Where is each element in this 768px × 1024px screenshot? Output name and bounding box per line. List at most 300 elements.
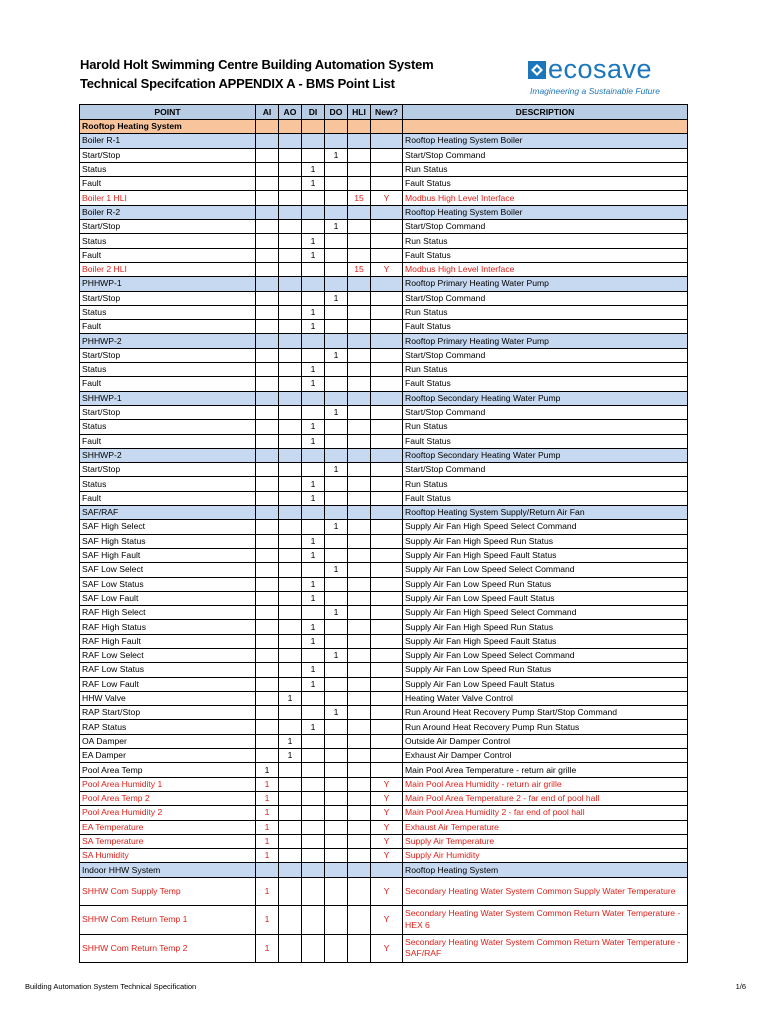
di-cell: 1	[302, 320, 325, 334]
table-row	[80, 706, 688, 720]
hli-cell	[348, 277, 371, 291]
point-cell: SAF/RAF	[80, 506, 256, 520]
hli-cell	[348, 220, 371, 234]
ao-cell	[279, 448, 302, 462]
di-cell	[302, 763, 325, 777]
di-cell: 1	[302, 363, 325, 377]
di-cell	[302, 777, 325, 791]
description-cell: Secondary Heating Water System Common Supply Water Temperature	[403, 877, 688, 906]
ao-cell	[279, 806, 302, 820]
hli-cell	[348, 706, 371, 720]
hli-cell	[348, 749, 371, 763]
point-cell: Pool Area Humidity 1	[80, 777, 256, 791]
do-cell	[325, 534, 348, 548]
point-cell: EA Damper	[80, 749, 256, 763]
new-cell	[371, 548, 403, 562]
point-cell: Start/Stop	[80, 220, 256, 234]
ao-cell	[279, 220, 302, 234]
ai-cell	[256, 191, 279, 205]
ai-cell	[256, 749, 279, 763]
description-cell: Start/Stop Command	[403, 348, 688, 362]
ai-cell: 1	[256, 791, 279, 805]
table-row	[80, 320, 688, 334]
hli-cell	[348, 463, 371, 477]
ao-cell	[279, 820, 302, 834]
do-cell	[325, 234, 348, 248]
hli-cell	[348, 420, 371, 434]
table-row	[80, 363, 688, 377]
hli-cell	[348, 663, 371, 677]
new-cell	[371, 620, 403, 634]
ao-cell: 1	[279, 734, 302, 748]
new-cell	[371, 477, 403, 491]
hli-cell	[348, 620, 371, 634]
new-cell	[371, 648, 403, 662]
point-cell: Boiler R-1	[80, 134, 256, 148]
table-row	[80, 534, 688, 548]
ao-cell	[279, 706, 302, 720]
ai-cell	[256, 691, 279, 705]
do-cell	[325, 791, 348, 805]
ai-cell	[256, 648, 279, 662]
point-cell: SHHW Com Return Temp 2	[80, 934, 256, 963]
table-row	[80, 391, 688, 405]
column-header-ai: AI	[256, 105, 279, 120]
do-cell: 1	[325, 291, 348, 305]
table-row	[80, 305, 688, 319]
new-cell: Y	[371, 262, 403, 276]
point-cell: Fault	[80, 248, 256, 262]
hli-cell	[348, 677, 371, 691]
do-cell	[325, 663, 348, 677]
hli-cell: 15	[348, 191, 371, 205]
description-cell: Main Pool Area Humidity - return air grille	[403, 777, 688, 791]
hli-cell	[348, 734, 371, 748]
do-cell	[325, 577, 348, 591]
table-row	[80, 463, 688, 477]
do-cell	[325, 191, 348, 205]
point-cell: SAF Low Status	[80, 577, 256, 591]
ao-cell	[279, 405, 302, 419]
do-cell	[325, 634, 348, 648]
di-cell	[302, 134, 325, 148]
description-cell: Main Pool Area Temperature 2 - far end of pool hall	[403, 791, 688, 805]
ai-cell	[256, 620, 279, 634]
do-cell: 1	[325, 405, 348, 419]
table-row	[80, 348, 688, 362]
table-row	[80, 806, 688, 820]
ao-cell	[279, 477, 302, 491]
do-cell	[325, 720, 348, 734]
hli-cell	[348, 148, 371, 162]
ao-cell	[279, 834, 302, 848]
point-cell: RAF High Status	[80, 620, 256, 634]
di-cell	[302, 791, 325, 805]
hli-cell	[348, 120, 371, 134]
description-cell: Rooftop Primary Heating Water Pump	[403, 277, 688, 291]
hli-cell: 15	[348, 262, 371, 276]
ai-cell	[256, 334, 279, 348]
ao-cell	[279, 420, 302, 434]
new-cell	[371, 305, 403, 319]
description-cell: Secondary Heating Water System Common Return Water Temperature - HEX 6	[403, 906, 688, 935]
di-cell: 1	[302, 434, 325, 448]
ai-cell	[256, 491, 279, 505]
hli-cell	[348, 877, 371, 906]
document-title: Harold Holt Swimming Centre Building Automation System	[80, 57, 434, 72]
di-cell	[302, 220, 325, 234]
description-cell: Start/Stop Command	[403, 291, 688, 305]
description-cell: Supply Air Fan Low Speed Run Status	[403, 577, 688, 591]
di-cell: 1	[302, 634, 325, 648]
ai-cell	[256, 506, 279, 520]
new-cell	[371, 291, 403, 305]
table-row	[80, 820, 688, 834]
point-cell: PHHWP-2	[80, 334, 256, 348]
table-row	[80, 906, 688, 935]
di-cell: 1	[302, 377, 325, 391]
point-cell: RAP Start/Stop	[80, 706, 256, 720]
table-row	[80, 248, 688, 262]
description-cell: Fault Status	[403, 320, 688, 334]
ao-cell	[279, 234, 302, 248]
do-cell	[325, 177, 348, 191]
ao-cell	[279, 191, 302, 205]
table-row	[80, 863, 688, 877]
point-cell: Pool Area Temp	[80, 763, 256, 777]
di-cell	[302, 849, 325, 863]
hli-cell	[348, 834, 371, 848]
ao-cell	[279, 377, 302, 391]
di-cell: 1	[302, 591, 325, 605]
do-cell	[325, 834, 348, 848]
point-cell: Fault	[80, 377, 256, 391]
di-cell	[302, 120, 325, 134]
hli-cell	[348, 763, 371, 777]
hli-cell	[348, 405, 371, 419]
ao-cell	[279, 205, 302, 219]
new-cell	[371, 405, 403, 419]
table-row	[80, 134, 688, 148]
new-cell	[371, 248, 403, 262]
do-cell	[325, 363, 348, 377]
table-row	[80, 634, 688, 648]
ai-cell	[256, 405, 279, 419]
point-cell: Boiler R-2	[80, 205, 256, 219]
table-row	[80, 162, 688, 176]
description-cell: Rooftop Secondary Heating Water Pump	[403, 448, 688, 462]
di-cell: 1	[302, 162, 325, 176]
do-cell	[325, 863, 348, 877]
ai-cell	[256, 348, 279, 362]
ai-cell	[256, 120, 279, 134]
new-cell	[371, 234, 403, 248]
ao-cell	[279, 148, 302, 162]
page-number: 1/6	[735, 982, 746, 991]
table-row	[80, 934, 688, 963]
ai-cell	[256, 391, 279, 405]
description-cell: Supply Air Fan Low Speed Run Status	[403, 663, 688, 677]
table-row	[80, 677, 688, 691]
new-cell	[371, 734, 403, 748]
description-cell: Supply Air Fan High Speed Run Status	[403, 620, 688, 634]
new-cell	[371, 720, 403, 734]
ao-cell	[279, 634, 302, 648]
ao-cell	[279, 877, 302, 906]
description-cell: Run Status	[403, 477, 688, 491]
new-cell: Y	[371, 806, 403, 820]
ai-cell	[256, 677, 279, 691]
ai-cell	[256, 520, 279, 534]
hli-cell	[348, 134, 371, 148]
new-cell	[371, 148, 403, 162]
do-cell	[325, 877, 348, 906]
table-row	[80, 548, 688, 562]
description-cell: Supply Air Temperature	[403, 834, 688, 848]
ai-cell: 1	[256, 820, 279, 834]
new-cell	[371, 691, 403, 705]
point-cell: HHW Valve	[80, 691, 256, 705]
description-cell: Rooftop Heating System Boiler	[403, 205, 688, 219]
new-cell	[371, 634, 403, 648]
description-cell: Supply Air Fan High Speed Fault Status	[403, 634, 688, 648]
do-cell	[325, 849, 348, 863]
do-cell: 1	[325, 520, 348, 534]
ao-cell	[279, 663, 302, 677]
ai-cell	[256, 434, 279, 448]
description-cell: Secondary Heating Water System Common Return Water Temperature - SAF/RAF	[403, 934, 688, 963]
hli-cell	[348, 548, 371, 562]
new-cell	[371, 134, 403, 148]
ai-cell	[256, 591, 279, 605]
new-cell	[371, 591, 403, 605]
hli-cell	[348, 863, 371, 877]
ai-cell: 1	[256, 834, 279, 848]
ai-cell	[256, 234, 279, 248]
ai-cell	[256, 448, 279, 462]
description-cell: Main Pool Area Humidity 2 - far end of pool hall	[403, 806, 688, 820]
new-cell: Y	[371, 849, 403, 863]
point-cell: Start/Stop	[80, 148, 256, 162]
do-cell	[325, 763, 348, 777]
hli-cell	[348, 691, 371, 705]
ai-cell: 1	[256, 906, 279, 935]
table-row	[80, 720, 688, 734]
table-row	[80, 520, 688, 534]
do-cell	[325, 691, 348, 705]
di-cell	[302, 563, 325, 577]
do-cell	[325, 477, 348, 491]
point-cell: SHHW Com Supply Temp	[80, 877, 256, 906]
point-cell: RAF Low Status	[80, 663, 256, 677]
hli-cell	[348, 634, 371, 648]
new-cell	[371, 420, 403, 434]
point-cell: SHHWP-2	[80, 448, 256, 462]
new-cell: Y	[371, 834, 403, 848]
hli-cell	[348, 534, 371, 548]
table-row	[80, 620, 688, 634]
table-row	[80, 763, 688, 777]
ecosave-leaf-icon	[528, 61, 546, 79]
table-row	[80, 648, 688, 662]
new-cell	[371, 162, 403, 176]
ai-cell	[256, 634, 279, 648]
new-cell	[371, 749, 403, 763]
hli-cell	[348, 363, 371, 377]
hli-cell	[348, 591, 371, 605]
description-cell: Fault Status	[403, 434, 688, 448]
new-cell	[371, 220, 403, 234]
table-row	[80, 205, 688, 219]
table-row	[80, 506, 688, 520]
do-cell	[325, 205, 348, 219]
column-header-point: POINT	[80, 105, 256, 120]
hli-cell	[348, 434, 371, 448]
di-cell: 1	[302, 677, 325, 691]
do-cell: 1	[325, 706, 348, 720]
description-cell: Fault Status	[403, 177, 688, 191]
point-cell: SA Temperature	[80, 834, 256, 848]
new-cell	[371, 448, 403, 462]
new-cell	[371, 120, 403, 134]
hli-cell	[348, 849, 371, 863]
point-cell: RAF Low Fault	[80, 677, 256, 691]
hli-cell	[348, 820, 371, 834]
do-cell	[325, 677, 348, 691]
table-row	[80, 577, 688, 591]
hli-cell	[348, 491, 371, 505]
do-cell	[325, 134, 348, 148]
ai-cell	[256, 534, 279, 548]
hli-cell	[348, 777, 371, 791]
ao-cell	[279, 606, 302, 620]
do-cell	[325, 934, 348, 963]
description-cell: Run Status	[403, 420, 688, 434]
point-cell: Fault	[80, 491, 256, 505]
point-cell: Start/Stop	[80, 463, 256, 477]
point-cell: Rooftop Heating System	[80, 120, 256, 134]
ao-cell	[279, 162, 302, 176]
point-cell: Fault	[80, 320, 256, 334]
di-cell: 1	[302, 620, 325, 634]
description-cell: Run Around Heat Recovery Pump Run Status	[403, 720, 688, 734]
ao-cell	[279, 863, 302, 877]
point-cell: Fault	[80, 434, 256, 448]
di-cell	[302, 405, 325, 419]
table-row	[80, 120, 688, 134]
ai-cell	[256, 706, 279, 720]
description-cell: Supply Air Humidity	[403, 849, 688, 863]
table-row	[80, 234, 688, 248]
do-cell	[325, 548, 348, 562]
point-cell: RAF Low Select	[80, 648, 256, 662]
new-cell	[371, 677, 403, 691]
ao-cell	[279, 563, 302, 577]
new-cell	[371, 320, 403, 334]
point-cell: Start/Stop	[80, 348, 256, 362]
ao-cell	[279, 305, 302, 319]
document-subtitle: Technical Specifcation APPENDIX A - BMS Point List	[80, 76, 395, 91]
ai-cell	[256, 363, 279, 377]
ai-cell	[256, 563, 279, 577]
hli-cell	[348, 448, 371, 462]
do-cell: 1	[325, 148, 348, 162]
description-cell: Run Around Heat Recovery Pump Start/Stop Command	[403, 706, 688, 720]
ao-cell	[279, 320, 302, 334]
di-cell	[302, 691, 325, 705]
hli-cell	[348, 563, 371, 577]
table-row	[80, 262, 688, 276]
description-cell: Outside Air Damper Control	[403, 734, 688, 748]
description-cell: Rooftop Heating System Boiler	[403, 134, 688, 148]
ao-cell	[279, 934, 302, 963]
ai-cell	[256, 720, 279, 734]
column-header-description: DESCRIPTION	[403, 105, 688, 120]
ao-cell	[279, 134, 302, 148]
ai-cell	[256, 420, 279, 434]
ai-cell: 1	[256, 849, 279, 863]
point-cell: RAP Status	[80, 720, 256, 734]
ai-cell	[256, 320, 279, 334]
new-cell	[371, 606, 403, 620]
description-cell: Fault Status	[403, 491, 688, 505]
description-cell: Run Status	[403, 363, 688, 377]
ao-cell	[279, 262, 302, 276]
column-header-ao: AO	[279, 105, 302, 120]
do-cell	[325, 448, 348, 462]
ao-cell	[279, 463, 302, 477]
do-cell	[325, 806, 348, 820]
di-cell: 1	[302, 491, 325, 505]
di-cell	[302, 277, 325, 291]
do-cell: 1	[325, 463, 348, 477]
table-row	[80, 777, 688, 791]
column-header-di: DI	[302, 105, 325, 120]
di-cell	[302, 734, 325, 748]
table-row	[80, 420, 688, 434]
description-cell: Supply Air Fan Low Speed Select Command	[403, 563, 688, 577]
point-cell: Boiler 1 HLI	[80, 191, 256, 205]
description-cell: Main Pool Area Temperature - return air grille	[403, 763, 688, 777]
ai-cell: 1	[256, 806, 279, 820]
ai-cell	[256, 863, 279, 877]
di-cell	[302, 606, 325, 620]
table-row	[80, 691, 688, 705]
new-cell	[371, 563, 403, 577]
ao-cell	[279, 548, 302, 562]
di-cell	[302, 834, 325, 848]
do-cell	[325, 391, 348, 405]
new-cell	[371, 363, 403, 377]
ai-cell	[256, 148, 279, 162]
table-row	[80, 448, 688, 462]
point-cell: Status	[80, 305, 256, 319]
ai-cell	[256, 277, 279, 291]
point-cell: SHHW Com Return Temp 1	[80, 906, 256, 935]
ao-cell	[279, 534, 302, 548]
point-cell: Status	[80, 363, 256, 377]
do-cell	[325, 434, 348, 448]
new-cell	[371, 534, 403, 548]
di-cell	[302, 934, 325, 963]
hli-cell	[348, 234, 371, 248]
table-row	[80, 606, 688, 620]
point-cell: EA Temperature	[80, 820, 256, 834]
hli-cell	[348, 334, 371, 348]
do-cell: 1	[325, 220, 348, 234]
description-cell: Run Status	[403, 305, 688, 319]
description-cell: Supply Air Fan High Speed Select Command	[403, 520, 688, 534]
